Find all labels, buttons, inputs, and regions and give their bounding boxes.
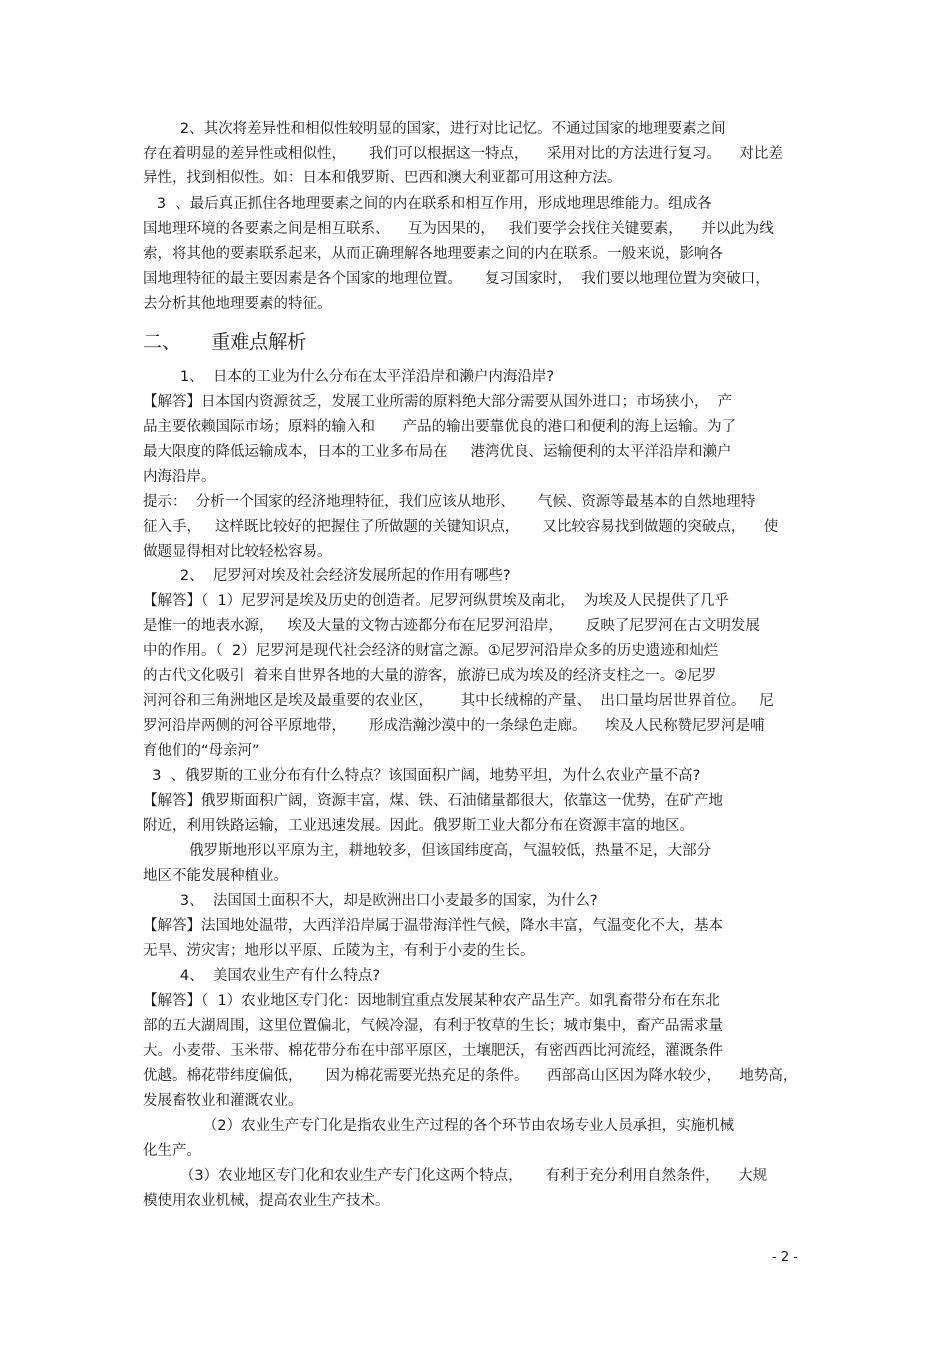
text-line: 【解答】（ 1）农业地区专门化：因地制宜重点发展某种农产品生产。如乳畜带分布在东北 <box>143 993 720 1009</box>
text-line: 最大限度的降低运输成本，日本的工业多布局在 港湾优良、运输便利的太平洋沿岸和濑户 <box>143 444 732 460</box>
text-line: 国地理环境的各要素之间是相互联系、 互为因果的， 我们要学会找住关键要素， 并以此为线 <box>143 221 774 237</box>
text-line: 【解答】俄罗斯面积广阔，资源丰富，煤、铁、石油储量都很大，依靠这一优势，在矿产地 <box>143 793 723 809</box>
question-line: 1、 日本的工业为什么分布在太平洋沿岸和濑户内海沿岸? <box>143 369 555 385</box>
text-line: 中的作用。（ 2）尼罗河是现代社会经济的财富之源。①尼罗河沿岸众多的历史遗迹和灿烂 <box>143 643 719 659</box>
text-line: 优越。棉花带纬度偏低， 因为棉花需要光热充足的条件。 西部高山区因为降水较少， 地势高， <box>143 1068 798 1084</box>
text-line: 国地理特征的最主要因素是各个国家的地理位置。 复习国家时， 我们要以地理位置为突破口， <box>143 271 770 287</box>
text-line: 无旱、涝灾害；地形以平原、丘陵为主，有利于小麦的生长。 <box>143 943 535 959</box>
text-line: （3）农业地区专门化和农业生产专门化这两个特点， 有利于充分利用自然条件， 大规 <box>143 1168 768 1184</box>
text-line: 【解答】法国地处温带，大西洋沿岸属于温带海洋性气候，降水丰富，气温变化不大，基本 <box>143 918 723 934</box>
text-line: 异性，找到相似性。如：日本和俄罗斯、巴西和澳大利亚都可用这种方法。 <box>143 170 622 186</box>
text-line: 是惟一的地表水源， 埃及大量的文物古迹都分布在尼罗河沿岸， 反映了尼罗河在古文明发展 <box>143 618 760 634</box>
question-line: 2、 尼罗河对埃及社会经济发展所起的作用有哪些? <box>143 568 511 584</box>
text-line: 索，将其他的要素联系起来，从而正确理解各地理要素之间的内在联系。一般来说，影响各 <box>143 246 723 262</box>
question-line: 3 、俄罗斯的工业分布有什么特点？该国面积广阔，地势平坦，为什么农业产量不高? <box>143 768 701 784</box>
text-line: 去分析其他地理要素的特征。 <box>143 296 332 312</box>
text-line: 【解答】（ 1）尼罗河是埃及历史的创造者。尼罗河纵贯埃及南北， 为埃及人民提供了几乎 <box>143 593 729 609</box>
text-line: （2）农业生产专门化是指农业生产过程的各个环节由农场专业人员承担，实施机械 <box>143 1118 735 1134</box>
question-line: 4、 美国农业生产有什么特点? <box>143 968 381 984</box>
page-number: - 2 - <box>772 1250 798 1265</box>
text-line: 提示： 分析一个国家的经济地理特征，我们应该从地形、 气候、资源等最基本的自然地理特 <box>143 494 756 510</box>
text-line: 地区不能发展种植业。 <box>143 868 288 884</box>
text-line: 3 、最后真正抓住各地理要素之间的内在联系和相互作用，形成地理思维能力。组成各 <box>143 196 712 212</box>
text-line: 河河谷和三角洲地区是埃及最重要的农业区， 其中长绒棉的产量、 出口量均居世界首位。 尼 <box>143 693 774 709</box>
text-line: 存在着明显的差异性或相似性， 我们可以根据这一特点， 采用对比的方法进行复习。 对比差 <box>143 146 783 162</box>
text-line: 【解答】日本国内资源贫乏，发展工业所需的原料绝大部分需要从国外进口；市场狭小， 产 <box>143 394 733 410</box>
text-line: 俄罗斯地形以平原为主，耕地较多，但该国纬度高，气温较低，热量不足，大部分 <box>143 843 712 859</box>
text-line: 罗河沿岸两侧的河谷平原地带， 形成浩瀚沙漠中的一条绿色走廊。 埃及人民称赞尼罗河是哺 <box>143 718 765 734</box>
text-line: 化生产。 <box>143 1143 201 1159</box>
text-line: 内海沿岸。 <box>143 469 216 485</box>
text-line: 征入手， 这样既比较好的把握住了所做题的关键知识点， 又比较容易找到做题的突破点， 使 <box>143 519 779 535</box>
text-line: 的古代文化吸引 着来自世界各地的大量的游客，旅游已成为埃及的经济支柱之一。②尼罗 <box>143 668 717 684</box>
text-line: 模使用农业机械，提高农业生产技术。 <box>143 1193 390 1209</box>
text-line: 2、其次将差异性和相似性较明显的国家，进行对比记忆。不通过国家的地理要素之间 <box>143 121 726 137</box>
text-line: 品主要依赖国际市场；原料的输入和 产品的输出要靠优良的港口和便利的海上运输。为了 <box>143 419 737 435</box>
text-line: 发展畜牧业和灌溉农业。 <box>143 1093 303 1109</box>
text-line: 附近，利用铁路运输，工业迅速发展。因此。俄罗斯工业大都分布在资源丰富的地区。 <box>143 818 694 834</box>
text-line: 育他们的“母亲河” <box>143 743 260 759</box>
text-line: 部的五大湖周围，这里位置偏北，气候冷湿，有利于牧草的生长；城市集中，畜产品需求量 <box>143 1018 723 1034</box>
section-heading: 二、 重难点解析 <box>143 331 307 353</box>
text-line: 做题显得相对比较轻松容易。 <box>143 544 332 560</box>
question-line: 3、 法国国土面积不大，却是欧洲出口小麦最多的国家，为什么? <box>143 893 598 909</box>
text-line: 大。小麦带、玉米带、棉花带分布在中部平原区，土壤肥沃，有密西西比河流经，灌溉条件 <box>143 1043 723 1059</box>
